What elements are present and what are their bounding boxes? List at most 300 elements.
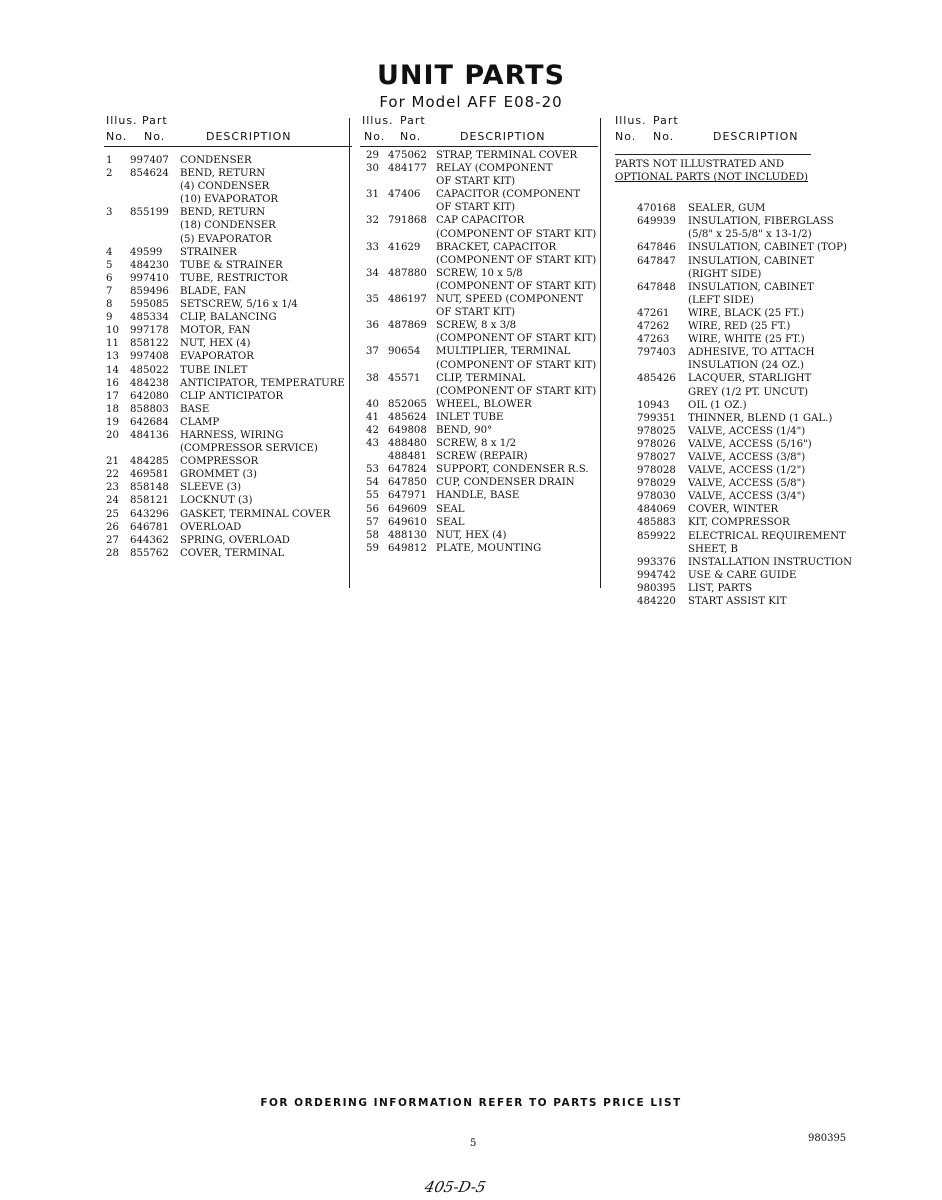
part-description: (COMPONENT OF START KIT) <box>436 385 597 397</box>
illus-number: 8 <box>106 299 113 311</box>
parts-row <box>104 442 352 455</box>
part-number: 649610 <box>388 516 427 528</box>
illus-number: 57 <box>366 516 379 528</box>
part-description: (LEFT SIDE) <box>688 294 754 306</box>
illus-number: 5 <box>106 259 113 271</box>
part-number: 10943 <box>637 399 670 411</box>
part-description: (5) EVAPORATOR <box>180 233 272 245</box>
parts-row <box>104 429 352 442</box>
parts-row <box>104 494 352 507</box>
part-number: 859496 <box>130 285 169 297</box>
header-description: DESCRIPTION <box>460 130 546 143</box>
illus-number: 35 <box>366 294 379 306</box>
part-description: BEND, RETURN <box>180 207 266 219</box>
part-description: EVAPORATOR <box>180 351 254 363</box>
parts-row <box>104 167 352 180</box>
illus-number: 18 <box>106 403 119 415</box>
part-number: 978030 <box>637 491 676 503</box>
column-divider-2 <box>600 118 601 588</box>
part-description: LIST, PARTS <box>688 582 753 594</box>
part-description: BEND, 90° <box>436 424 493 436</box>
header-no: No. <box>106 130 128 143</box>
parts-row <box>613 438 858 451</box>
header-no: No. <box>364 130 386 143</box>
parts-row <box>360 385 598 398</box>
part-number: 484238 <box>130 377 169 389</box>
parts-row <box>360 372 598 385</box>
part-description: SEALER, GUM <box>688 203 766 215</box>
part-description: INSULATION (24 OZ.) <box>688 360 805 372</box>
parts-row <box>360 542 598 555</box>
part-description: ADHESIVE, TO ATTACH <box>688 347 815 359</box>
header-illus: Illus. <box>615 114 647 127</box>
part-description: SCREW (REPAIR) <box>436 451 528 463</box>
part-number: 469581 <box>130 469 169 481</box>
parts-row <box>360 228 598 241</box>
illus-number: 29 <box>366 150 379 161</box>
part-number: 858803 <box>130 403 169 415</box>
part-number: 799351 <box>637 412 676 424</box>
part-description: SCREW, 8 x 1/2 <box>436 438 517 450</box>
part-number: 487869 <box>388 320 427 332</box>
parts-row <box>360 450 598 463</box>
parts-row <box>104 259 352 272</box>
illus-number: 41 <box>366 411 379 423</box>
part-description: (COMPONENT OF START KIT) <box>436 333 597 345</box>
part-number: 484285 <box>130 456 169 468</box>
parts-row <box>613 490 858 503</box>
part-number: 858122 <box>130 338 169 350</box>
illus-number: 14 <box>106 364 119 376</box>
part-description: SPRING, OVERLOAD <box>180 534 290 546</box>
part-description: INSTALLATION INSTRUCTION <box>688 556 853 568</box>
column-header <box>104 112 352 148</box>
part-description: OF START KIT) <box>436 176 516 188</box>
parts-row <box>104 337 352 350</box>
part-description: TUBE & STRAINER <box>180 259 283 271</box>
parts-row <box>613 569 858 582</box>
part-number: 90654 <box>388 346 421 358</box>
part-description: KIT, COMPRESSOR <box>688 517 790 529</box>
part-number: 485426 <box>637 373 676 385</box>
part-number: 797403 <box>637 347 676 359</box>
parts-row <box>360 175 598 188</box>
optional-parts-note <box>615 154 858 184</box>
illus-number: 28 <box>106 547 119 559</box>
illus-number: 55 <box>366 490 379 502</box>
parts-row <box>104 521 352 534</box>
header-description: DESCRIPTION <box>713 130 799 143</box>
part-description: PLATE, MOUNTING <box>436 542 542 554</box>
part-description: OIL (1 OZ.) <box>688 399 747 411</box>
illus-number: 54 <box>366 477 379 489</box>
parts-row <box>613 399 858 412</box>
part-description: SCREW, 10 x 5/8 <box>436 267 523 279</box>
part-description: CLIP ANTICIPATOR <box>180 390 284 402</box>
illus-number: 16 <box>106 377 119 389</box>
part-description: CONDENSER <box>180 155 252 166</box>
part-number: 978028 <box>637 465 676 477</box>
part-description: TUBE INLET <box>180 364 248 376</box>
part-description: HARNESS, WIRING <box>180 429 284 441</box>
part-description: (COMPONENT OF START KIT) <box>436 254 597 266</box>
header-illus: Illus. <box>106 114 138 127</box>
part-number: 646781 <box>130 521 169 533</box>
parts-row <box>360 359 598 372</box>
parts-row <box>360 188 598 201</box>
part-description: (4) CONDENSER <box>180 181 270 193</box>
parts-row <box>613 241 858 254</box>
parts-row <box>360 214 598 227</box>
parts-row <box>613 307 858 320</box>
part-description: NUT, SPEED (COMPONENT <box>436 294 584 306</box>
parts-row <box>613 477 858 490</box>
parts-row <box>613 582 858 595</box>
parts-row <box>104 298 352 311</box>
illus-number: 38 <box>366 372 379 384</box>
part-description: INSULATION, FIBERGLASS <box>688 216 834 228</box>
part-number: 858148 <box>130 482 169 494</box>
part-number: 997178 <box>130 325 169 337</box>
part-number: 484230 <box>130 259 169 271</box>
illus-number: 20 <box>106 429 119 441</box>
illus-number: 23 <box>106 482 119 494</box>
part-number: 859922 <box>637 530 676 542</box>
illus-number: 22 <box>106 469 119 481</box>
part-number: 791868 <box>388 215 427 227</box>
parts-row <box>613 228 858 241</box>
illus-number: 58 <box>366 529 379 541</box>
part-description: START ASSIST KIT <box>688 596 787 607</box>
parts-list <box>104 154 352 560</box>
part-description: (COMPRESSOR SERVICE) <box>180 443 318 455</box>
part-number: 978026 <box>637 438 676 450</box>
part-number: 484177 <box>388 163 427 175</box>
illus-number: 37 <box>366 346 379 358</box>
parts-row <box>360 241 598 254</box>
part-description: SEAL <box>436 516 465 528</box>
part-number: 485022 <box>130 364 169 376</box>
part-number: 997410 <box>130 272 169 284</box>
parts-row <box>613 359 858 372</box>
part-description: RELAY (COMPONENT <box>436 163 553 175</box>
part-description: COMPRESSOR <box>180 456 259 468</box>
part-number: 487880 <box>388 267 427 279</box>
part-description: WIRE, RED (25 FT.) <box>688 321 791 333</box>
part-number: 643296 <box>130 508 169 520</box>
parts-column-2 <box>360 112 598 555</box>
parts-row <box>613 255 858 268</box>
illus-number: 17 <box>106 390 119 402</box>
parts-row <box>613 543 858 556</box>
illus-number: 6 <box>106 272 113 284</box>
parts-row <box>104 508 352 521</box>
part-description: VALVE, ACCESS (5/8") <box>688 478 806 490</box>
part-description: CAP CAPACITOR <box>436 215 525 227</box>
header-rule <box>360 146 598 147</box>
parts-row <box>613 268 858 281</box>
part-number: 858121 <box>130 495 169 507</box>
part-description: OF START KIT) <box>436 307 516 319</box>
header-part-no: No. <box>653 130 675 143</box>
parts-row <box>104 311 352 324</box>
part-number: 649609 <box>388 503 427 515</box>
part-number: 484220 <box>637 596 676 607</box>
page-number: 5 <box>470 1138 477 1149</box>
part-description: COVER, TERMINAL <box>180 547 285 559</box>
part-number: 994742 <box>637 569 676 581</box>
part-number: 47406 <box>388 189 421 201</box>
illus-number: 36 <box>366 320 379 332</box>
part-number: 978025 <box>637 425 676 437</box>
illus-number: 27 <box>106 534 119 546</box>
parts-row <box>613 333 858 346</box>
part-number: 485883 <box>637 517 676 529</box>
part-description: VALVE, ACCESS (1/4") <box>688 425 806 437</box>
illus-number: 25 <box>106 508 119 520</box>
parts-row <box>104 547 352 560</box>
header-part: Part <box>400 114 426 127</box>
part-number: 642080 <box>130 390 169 402</box>
parts-row <box>104 377 352 390</box>
illus-number: 9 <box>106 312 113 324</box>
parts-row <box>104 403 352 416</box>
parts-row <box>104 246 352 259</box>
parts-row <box>360 529 598 542</box>
part-description: CLIP, BALANCING <box>180 312 277 324</box>
parts-row <box>360 503 598 516</box>
illus-number: 43 <box>366 438 379 450</box>
part-description: CLAMP <box>180 416 220 428</box>
parts-row <box>104 468 352 481</box>
part-description: VALVE, ACCESS (3/4") <box>688 491 806 503</box>
part-description: GREY (1/2 PT. UNCUT) <box>688 386 809 398</box>
part-description: NUT, HEX (4) <box>436 529 507 541</box>
part-description: GROMMET (3) <box>180 469 257 481</box>
header-part: Part <box>142 114 168 127</box>
part-description: CUP, CONDENSER DRAIN <box>436 477 575 489</box>
illus-number: 56 <box>366 503 379 515</box>
part-description: BEND, RETURN <box>180 168 266 180</box>
parts-row <box>613 595 858 608</box>
parts-row <box>613 202 858 215</box>
part-description: WHEEL, BLOWER <box>436 398 532 410</box>
parts-row <box>613 215 858 228</box>
part-number: 485334 <box>130 312 169 324</box>
part-description: VALVE, ACCESS (5/16") <box>688 438 812 450</box>
part-number: 485624 <box>388 411 427 423</box>
part-number: 647846 <box>637 242 676 254</box>
part-number: 649939 <box>637 216 676 228</box>
model-subtitle: For Model AFF E08-20 <box>379 93 563 111</box>
parts-row <box>104 219 352 232</box>
parts-row <box>104 180 352 193</box>
part-number: 488130 <box>388 529 427 541</box>
parts-row <box>104 154 352 167</box>
part-description: ELECTRICAL REQUIREMENT <box>688 530 846 542</box>
part-number: 488480 <box>388 438 427 450</box>
illus-number: 1 <box>106 155 113 166</box>
parts-row <box>360 398 598 411</box>
part-description: COVER, WINTER <box>688 504 779 516</box>
page-title: UNIT PARTS <box>376 60 566 91</box>
part-number: 649808 <box>388 424 427 436</box>
part-description: LOCKNUT (3) <box>180 495 253 507</box>
part-description: (COMPONENT OF START KIT) <box>436 228 597 240</box>
part-description: SCREW, 8 x 3/8 <box>436 320 517 332</box>
part-number: 649812 <box>388 542 427 554</box>
parts-row <box>360 332 598 345</box>
part-description: MULTIPLIER, TERMINAL <box>436 346 571 358</box>
part-description: STRAINER <box>180 246 237 258</box>
illus-number: 13 <box>106 351 119 363</box>
part-description: INSULATION, CABINET <box>688 281 814 293</box>
parts-row <box>613 372 858 385</box>
part-description: VALVE, ACCESS (1/2") <box>688 465 806 477</box>
part-description: (COMPONENT OF START KIT) <box>436 359 597 371</box>
parts-row <box>360 463 598 476</box>
part-number: 980395 <box>637 582 676 594</box>
parts-row <box>613 294 858 307</box>
part-description: SETSCREW, 5/16 x 1/4 <box>180 299 298 311</box>
part-description: (RIGHT SIDE) <box>688 268 762 280</box>
part-number: 647971 <box>388 490 427 502</box>
part-description: (COMPONENT OF START KIT) <box>436 280 597 292</box>
part-description: TUBE, RESTRICTOR <box>180 272 288 284</box>
illus-number: 34 <box>366 267 379 279</box>
parts-row <box>360 280 598 293</box>
part-number: 647850 <box>388 477 427 489</box>
part-number: 647824 <box>388 464 427 476</box>
column-header <box>360 112 598 148</box>
part-number: 855199 <box>130 207 169 219</box>
part-description: SLEEVE (3) <box>180 482 242 494</box>
illus-number: 19 <box>106 416 119 428</box>
parts-row <box>104 364 352 377</box>
part-description: THINNER, BLEND (1 GAL.) <box>688 412 833 424</box>
part-description: BLADE, FAN <box>180 285 247 297</box>
part-number: 470168 <box>637 203 676 215</box>
parts-row <box>613 464 858 477</box>
illus-number: 21 <box>106 456 119 468</box>
parts-row <box>360 345 598 358</box>
part-number: 484069 <box>637 504 676 516</box>
part-description: BRACKET, CAPACITOR <box>436 241 557 253</box>
column-header <box>613 112 858 148</box>
parts-list <box>360 149 598 555</box>
part-number: 642684 <box>130 416 169 428</box>
part-number: 488481 <box>388 451 427 463</box>
parts-row <box>104 416 352 429</box>
part-number: 978029 <box>637 478 676 490</box>
part-number: 647848 <box>637 281 676 293</box>
parts-row <box>104 350 352 363</box>
illus-number: 32 <box>366 215 379 227</box>
parts-row <box>104 285 352 298</box>
part-number: 854624 <box>130 168 169 180</box>
parts-row <box>104 233 352 246</box>
part-description: MOTOR, FAN <box>180 325 251 337</box>
illus-number: 24 <box>106 495 119 507</box>
parts-row <box>360 306 598 319</box>
parts-row <box>104 193 352 206</box>
parts-row <box>360 293 598 306</box>
part-number: 855762 <box>130 547 169 559</box>
part-description: INSULATION, CABINET (TOP) <box>688 242 847 254</box>
part-description: SUPPORT, CONDENSER R.S. <box>436 464 589 476</box>
part-description: SEAL <box>436 503 465 515</box>
header-part-no: No. <box>400 130 422 143</box>
part-description: VALVE, ACCESS (3/8") <box>688 451 806 463</box>
note-line: OPTIONAL PARTS (NOT INCLUDED) <box>615 172 808 184</box>
parts-row <box>104 455 352 468</box>
parts-row <box>613 530 858 543</box>
part-number: 997407 <box>130 155 169 166</box>
part-description: NUT, HEX (4) <box>180 338 251 350</box>
parts-row <box>613 503 858 516</box>
part-number: 647847 <box>637 255 676 267</box>
illus-number: 59 <box>366 542 379 554</box>
part-description: (5/8" x 25-5/8" x 13-1/2) <box>688 229 812 241</box>
parts-row <box>360 489 598 502</box>
parts-row <box>104 272 352 285</box>
part-description: INSULATION, CABINET <box>688 255 814 267</box>
part-number: 644362 <box>130 534 169 546</box>
part-description: ANTICIPATOR, TEMPERATURE <box>180 377 345 389</box>
part-number: 993376 <box>637 556 676 568</box>
part-number: 978027 <box>637 451 676 463</box>
part-description: BASE <box>180 403 210 415</box>
parts-row <box>104 534 352 547</box>
parts-row <box>360 411 598 424</box>
parts-column-3 <box>613 112 858 608</box>
part-number: 47261 <box>637 307 670 319</box>
part-number: 47263 <box>637 334 670 346</box>
parts-row <box>360 437 598 450</box>
illus-number: 10 <box>106 325 119 337</box>
parts-row <box>360 149 598 162</box>
parts-row <box>613 425 858 438</box>
part-description: WIRE, BLACK (25 FT.) <box>688 307 805 319</box>
part-description: STRAP, TERMINAL COVER <box>436 150 578 161</box>
part-description: HANDLE, BASE <box>436 490 520 502</box>
parts-row <box>613 516 858 529</box>
illus-number: 42 <box>366 424 379 436</box>
part-number: 997408 <box>130 351 169 363</box>
parts-row <box>104 390 352 403</box>
illus-number: 53 <box>366 464 379 476</box>
parts-row <box>360 267 598 280</box>
parts-row <box>613 386 858 399</box>
part-number: 49599 <box>130 246 163 258</box>
part-description: (10) EVAPORATOR <box>180 194 279 206</box>
parts-row <box>360 516 598 529</box>
ordering-footer: FOR ORDERING INFORMATION REFER TO PARTS PRICE LIST <box>260 1097 682 1109</box>
illus-number: 11 <box>106 338 119 350</box>
header-rule <box>104 146 352 147</box>
illus-number: 3 <box>106 207 113 219</box>
parts-row <box>613 320 858 333</box>
illus-number: 33 <box>366 241 379 253</box>
parts-row <box>360 476 598 489</box>
part-number: 484136 <box>130 429 169 441</box>
parts-row <box>104 206 352 219</box>
parts-row <box>613 556 858 569</box>
parts-row <box>360 319 598 332</box>
illus-number: 4 <box>106 246 113 258</box>
header-illus: Illus. <box>362 114 394 127</box>
header-part: Part <box>653 114 679 127</box>
